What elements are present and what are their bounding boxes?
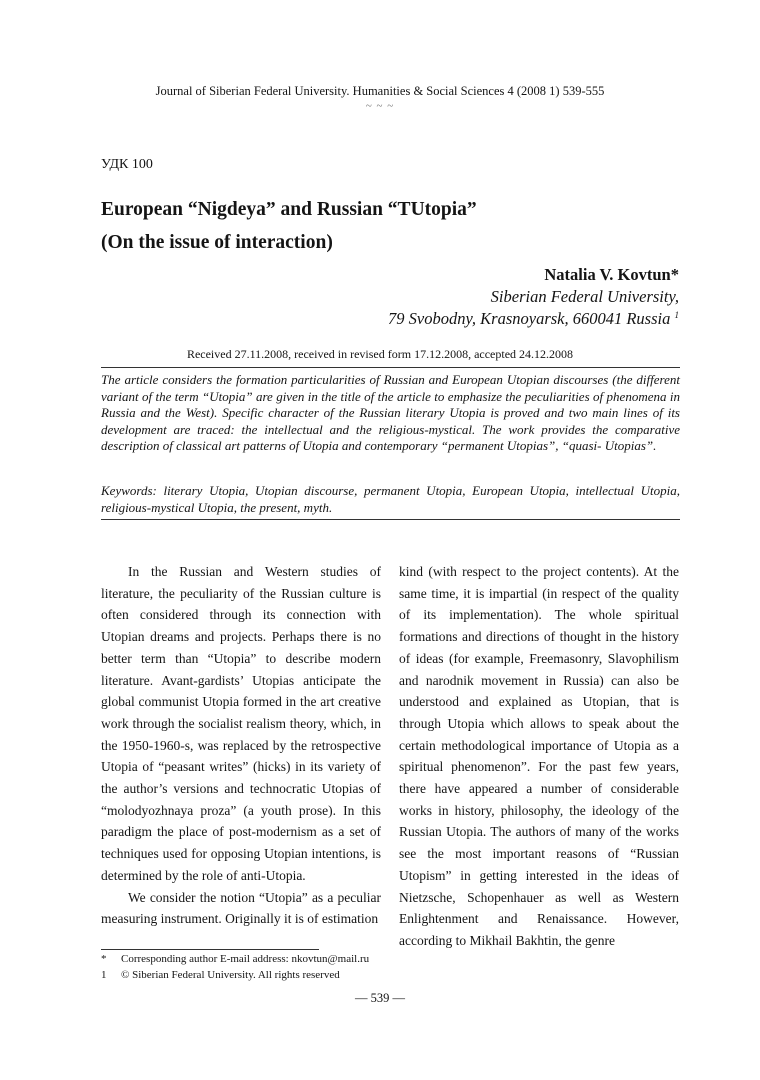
abstract-top-rule xyxy=(101,367,680,368)
affiliation-address: 79 Svobodny, Krasnoyarsk, 660041 Russia xyxy=(388,309,675,328)
footnote xyxy=(101,968,369,984)
paragraph: We consider the notion “Utopia” as a peculiar measuring instrument. Originally it is of estimation xyxy=(101,889,381,927)
udk-code: УДК 100 xyxy=(101,157,153,172)
footnote-rule xyxy=(101,949,319,950)
paragraph: In the Russian and Western studies of literature, the peculiarity of the Russian culture is often considered through its connection with Utopian dreams and projects. Perhaps there is no better term than “Utopia” to describe modern literature. Avant-gardists’ Utopias anticipate the global communist Utopia formed in the art creative work through the socialist realism theory, which, in the 1950-1960-s, was replaced by the retrospective Utopia of “peasant writes” (hicks) in its variety of the author’s versions and technocratic Utopias of “molodyozhnaya proza” (a youth prose). In this paradigm the place of post-modernism as a set of techniques used for opposing Utopian intentions, is determined by the role of anti-Utopia. xyxy=(101,564,381,883)
footnote-text: © Siberian Federal University. All rights reserved xyxy=(121,968,340,981)
author-block xyxy=(388,264,679,330)
author-name: Natalia V. Kovtun* xyxy=(544,265,679,284)
body-column-right xyxy=(399,561,679,952)
abstract: The article considers the formation particularities of Russian and European Utopian discourses (the different variant of the term “Utopia” are given in the title of the article to emphasize the peculiarities of phenomena in Russia and the West). Specific character of the Russian literary Utopia is proved and two main lines of its development are traced: the intellectual and the religious-mystical. The work provides the comparative description of classical art patterns of Utopia and contemporary “permanent Utopias”, “quasi- Utopias”. xyxy=(101,372,680,454)
title-line-2: (On the issue of interaction) xyxy=(101,232,333,253)
page-number: — 539 — xyxy=(355,991,405,1005)
keywords: Keywords: literary Utopia, Utopian discourse, permanent Utopia, European Utopia, intellectual Utopia, religious-mystical Utopia, the present, myth. xyxy=(101,483,680,515)
footnote xyxy=(101,952,369,968)
body-column-left xyxy=(101,561,381,930)
journal-header: Journal of Siberian Federal University. Humanities & Social Sciences 4 (2008 1) 539-555 xyxy=(155,84,605,98)
header-ornament: ~ ~ ~ xyxy=(365,100,395,112)
affiliation-footnote-mark: 1 xyxy=(674,310,679,320)
title-line-1: European “Nigdeya” and Russian “TUtopia” xyxy=(101,199,477,220)
abstract-bottom-rule xyxy=(101,519,680,520)
received-dates: Received 27.11.2008, received in revised form 17.12.2008, accepted 24.12.2008 xyxy=(186,347,574,361)
footnote-mark: * xyxy=(101,953,107,965)
article-title xyxy=(101,193,477,259)
footnotes xyxy=(101,952,369,983)
affiliation-line-1: Siberian Federal University, xyxy=(490,287,679,306)
footnote-mark: 1 xyxy=(101,968,107,981)
footnote-text: Corresponding author E-mail address: nkovtun@mail.ru xyxy=(121,953,370,965)
affiliation-line-2 xyxy=(388,308,679,330)
paragraph: kind (with respect to the project contents). At the same time, it is impartial (in respect of the quality of its implementation). The whole spiritual formations and directions of thought in the history of ideas (for example, Freemasonry, Slavophilism and narodnik movement in Russia) can also be understood and explained as Utopian, that is through Utopia which allows to speak about the certain methodological importance of Utopia as a spiritual phenomenon”. For the past few years, there have appeared a number of considerable works in history, philosophy, the ideology of the Russian Utopia. The authors of many of the works see the most important reasons of “Russian Utopism” in getting interested in the ideas of Nietzsche, Schopenhauer as well as Western Enlightenment and Renaissance. However, according to Mikhail Bakhtin, the genre xyxy=(399,564,679,948)
